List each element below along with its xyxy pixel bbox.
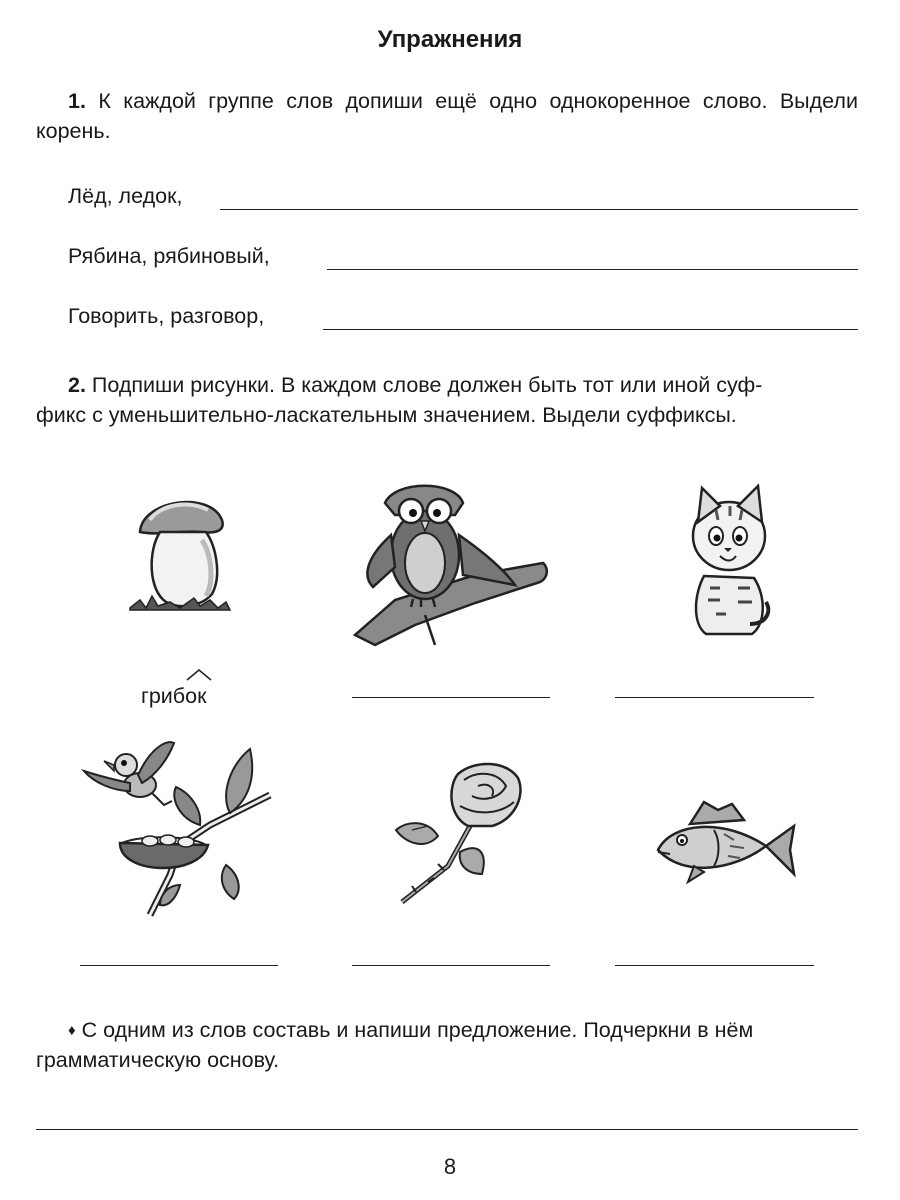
owl-icon xyxy=(355,475,550,650)
exercise-2-number: 2. xyxy=(68,373,86,397)
rose-answer-line[interactable] xyxy=(352,965,550,966)
page-title: Упражнения xyxy=(377,26,523,53)
task-3-instruction-line2: грамматическую основу. xyxy=(36,1048,280,1072)
rose-icon xyxy=(388,756,528,904)
page-number: 8 xyxy=(443,1154,457,1179)
sentence-answer-line[interactable] xyxy=(36,1129,858,1130)
kitten-answer-line[interactable] xyxy=(615,697,814,698)
word-group-2-answer-line[interactable] xyxy=(327,269,858,270)
example-suffix: ок xyxy=(185,684,207,708)
bird-nest-answer-line[interactable] xyxy=(80,965,278,966)
suffix-mark-icon xyxy=(185,668,213,682)
mushroom-icon xyxy=(130,490,230,620)
exercise-1-number: 1. xyxy=(68,89,86,113)
owl-answer-line[interactable] xyxy=(352,697,550,698)
word-group-3-label: Говорить, разговор, xyxy=(68,304,265,328)
fish-answer-line[interactable] xyxy=(615,965,814,966)
word-group-1-label: Лёд, ледок, xyxy=(68,184,183,208)
diamond-bullet-icon: ♦ xyxy=(68,1022,76,1039)
example-root: гриб xyxy=(141,684,186,708)
word-group-1-answer-line[interactable] xyxy=(220,209,858,210)
exercise-1-instruction xyxy=(36,86,858,146)
word-group-2-label: Рябина, рябиновый, xyxy=(68,244,270,268)
task-3-instruction-line1 xyxy=(68,1015,868,1048)
bird-nest-icon xyxy=(80,735,275,917)
example-suffix-wrap xyxy=(185,684,206,708)
exercise-2-text-line1: Подпиши рисунки. В каждом слове должен быть тот или иной суф- xyxy=(91,373,763,397)
exercise-1-text: К каждой группе слов допиши ещё одно однокоренное слово. Выдели корень. xyxy=(36,89,858,143)
exercise-2-instruction-line1 xyxy=(68,370,858,400)
task-3-text-line1: С одним из слов составь и напиши предложение. Подчеркни в нём xyxy=(81,1018,754,1042)
word-group-3-answer-line[interactable] xyxy=(323,329,858,330)
fish-icon xyxy=(654,800,796,884)
kitten-icon xyxy=(686,484,772,638)
exercise-2-instruction-line2: фикс с уменьшительно-ласкательным значением. Выдели суффиксы. xyxy=(36,403,737,427)
mushroom-example-word xyxy=(141,684,207,709)
